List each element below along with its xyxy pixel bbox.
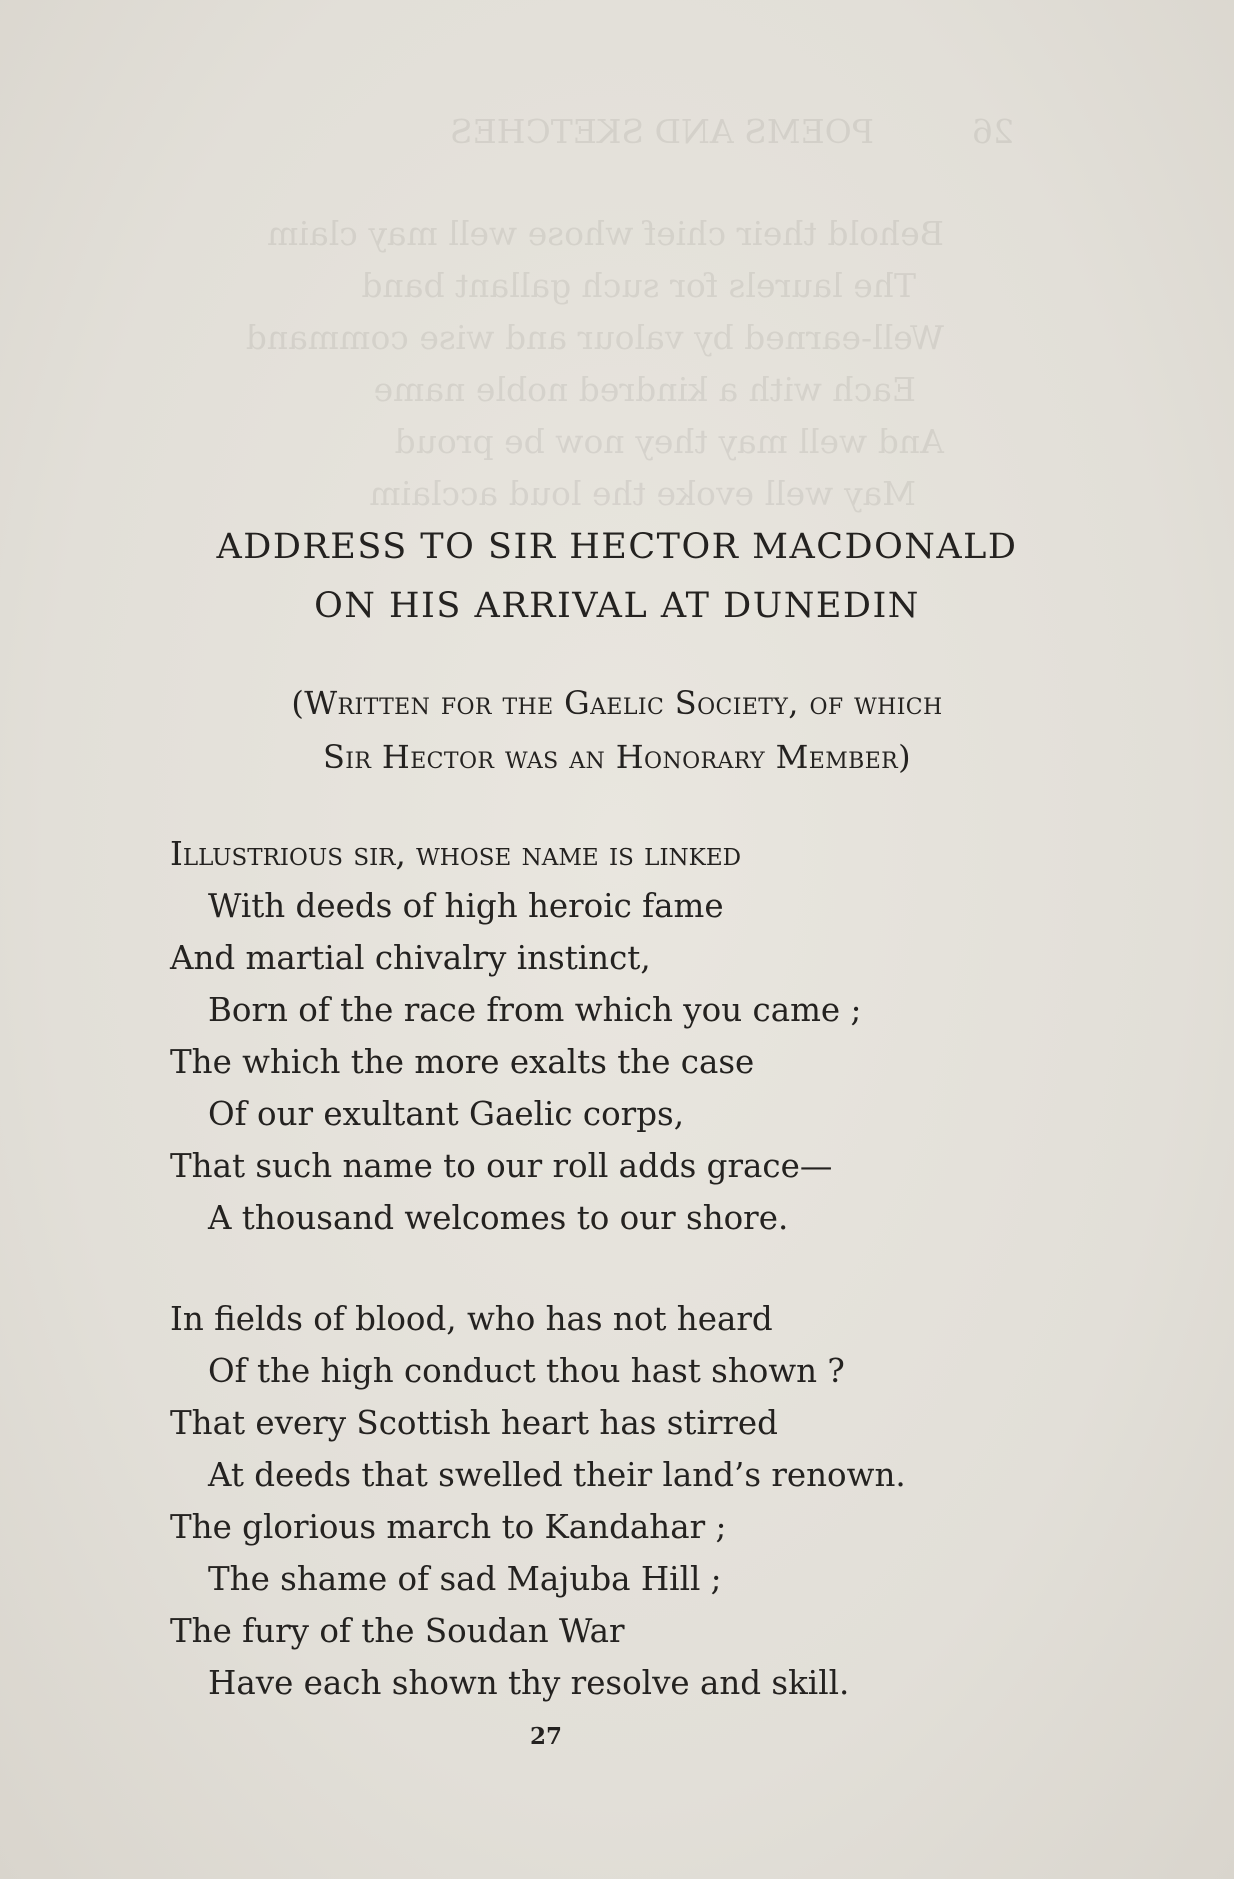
verse-line: Of our exultant Gaelic corps, xyxy=(208,1095,685,1133)
verse-line: The glorious march to Kandahar ; xyxy=(170,1508,727,1546)
poem-subtitle-line-1: (Written for the Gaelic Society, of which xyxy=(291,684,943,722)
verse-line: Have each shown thy resolve and skill. xyxy=(208,1664,850,1702)
poem-subtitle-line-2: Sir Hector was an Honorary Member) xyxy=(322,738,912,776)
verse-line: Of the high conduct thou hast shown ? xyxy=(208,1352,845,1390)
poem-title-line-2: ON HIS ARRIVAL AT DUNEDIN xyxy=(314,586,920,626)
verse-line: With deeds of high heroic fame xyxy=(208,887,724,925)
show-through-bleed: POEMS AND SKETCHES 26 Behold their chief whose well may claim The laurels for such gallant band Well-earned by valour and wise command Each with a kindred noble name And well may they now be proud May well evoke the loud acclaim xyxy=(245,112,1014,513)
verse-line: The fury of the Soudan War xyxy=(170,1612,625,1650)
verse-line: In fields of blood, who has not heard xyxy=(170,1300,773,1338)
poem-title-line-1: ADDRESS TO SIR HECTOR MACDONALD xyxy=(216,527,1018,567)
verse-line: The which the more exalts the case xyxy=(170,1043,755,1081)
verse-line: Born of the race from which you came ; xyxy=(208,991,862,1029)
verse-line: The shame of sad Majuba Hill ; xyxy=(208,1560,722,1598)
verse-line: That such name to our roll adds grace— xyxy=(170,1147,833,1185)
verse-line: And martial chivalry instinct, xyxy=(170,939,651,977)
verse-line: Illustrious sir, whose name is linked xyxy=(170,835,742,873)
page-number: 27 xyxy=(529,1723,562,1750)
verse-line: At deeds that swelled their land’s renown. xyxy=(208,1456,906,1494)
verse-line: A thousand welcomes to our shore. xyxy=(208,1199,789,1237)
verse-line: That every Scottish heart has stirred xyxy=(170,1404,778,1442)
